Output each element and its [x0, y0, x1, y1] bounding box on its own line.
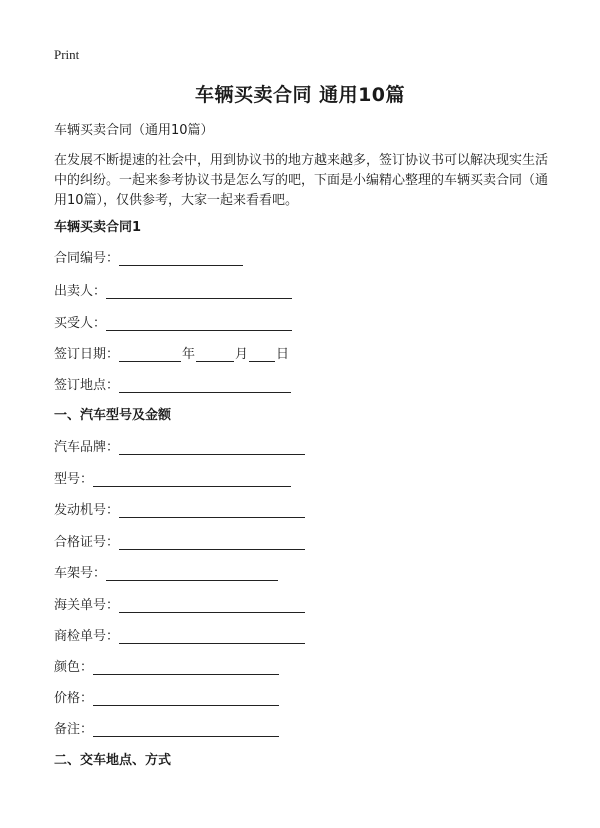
inspection-number-blank: [119, 629, 305, 644]
car-brand-row: [54, 435, 305, 455]
seller-row: [54, 279, 292, 299]
model-row: [54, 467, 291, 487]
customs-number-blank: [119, 598, 305, 613]
car-brand-blank: [119, 440, 305, 455]
certificate-number-label: 合格证号：: [54, 535, 120, 550]
sign-date-day-blank: [249, 347, 275, 362]
car-brand-label: 汽车品牌：: [54, 440, 120, 455]
buyer-blank: [106, 316, 292, 331]
sign-place-row: [54, 373, 291, 393]
contract-number-label: 合同编号：: [54, 251, 120, 266]
sign-place-blank: [119, 378, 291, 393]
frame-number-row: [54, 561, 278, 581]
certificate-number-blank: [119, 535, 305, 550]
contract-number-blank: [119, 251, 243, 266]
engine-number-blank: [119, 503, 305, 518]
inspection-number-row: [54, 624, 305, 644]
sign-place-label: 签订地点：: [54, 378, 120, 393]
color-blank: [93, 660, 279, 675]
model-label: 型号：: [54, 472, 94, 487]
sign-date-year-unit: 年: [182, 347, 196, 362]
price-blank: [93, 691, 279, 706]
sign-date-month-unit: 月: [235, 347, 249, 362]
sign-date-row: [54, 342, 290, 362]
seller-label: 出卖人：: [54, 284, 107, 299]
sign-date-month-blank: [196, 347, 234, 362]
document-subtitle: 车辆买卖合同（通用10篇）: [54, 123, 214, 138]
remark-label: 备注：: [54, 722, 94, 737]
color-label: 颜色：: [54, 660, 94, 675]
contract-number-row: [54, 246, 243, 266]
price-row: [54, 686, 279, 706]
document-title: 车辆买卖合同 通用10篇: [194, 84, 406, 106]
customs-number-label: 海关单号：: [54, 598, 120, 613]
sign-date-year-blank: [119, 347, 181, 362]
intro-paragraph: 在发展不断提速的社会中，用到协议书的地方越来越多，签订协议书可以解决现实生活中的纠纷。一起来参考协议书是怎么写的吧，下面是小编精心整理的车辆买卖合同（通用10篇），仅供参考，大家一起来看看吧。: [54, 153, 549, 208]
print-link[interactable]: Print: [54, 47, 80, 62]
engine-number-row: [54, 498, 305, 518]
inspection-number-label: 商检单号：: [54, 629, 120, 644]
frame-number-blank: [106, 566, 278, 581]
buyer-label: 买受人：: [54, 316, 107, 331]
color-row: [54, 655, 279, 675]
sign-date-label: 签订日期：: [54, 347, 120, 362]
remark-row: [54, 717, 279, 737]
sign-date-day-unit: 日: [276, 347, 290, 362]
seller-blank: [106, 284, 292, 299]
engine-number-label: 发动机号：: [54, 503, 120, 518]
part-1-heading: 一、汽车型号及金额: [54, 408, 172, 423]
buyer-row: [54, 311, 292, 331]
certificate-number-row: [54, 530, 305, 550]
customs-number-row: [54, 593, 305, 613]
part-2-heading: 二、交车地点、方式: [54, 753, 172, 768]
section-heading-contract-1: 车辆买卖合同1: [54, 220, 142, 235]
frame-number-label: 车架号：: [54, 566, 107, 581]
model-blank: [93, 472, 291, 487]
remark-blank: [93, 722, 279, 737]
price-label: 价格：: [54, 691, 94, 706]
